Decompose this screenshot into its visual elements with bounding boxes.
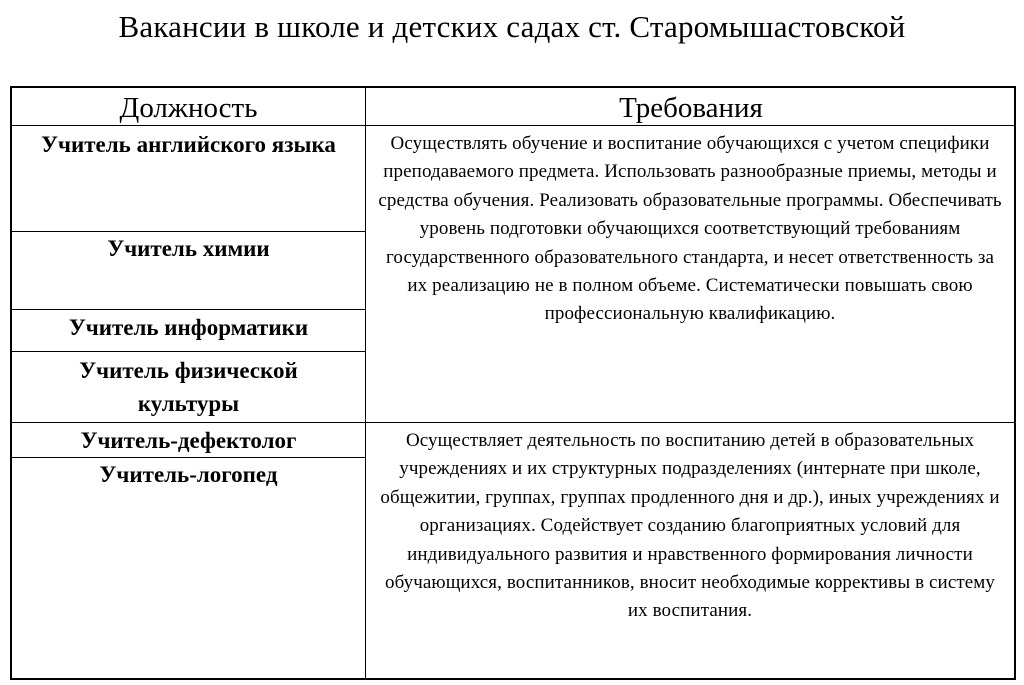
position-informatics-teacher: Учитель информатики [68, 315, 309, 340]
header-position: Должность [119, 92, 258, 124]
page-title: Вакансии в школе и детских садах ст. Старомышастовской [118, 9, 906, 44]
row-divider [12, 351, 365, 352]
position-chemistry-teacher: Учитель химии [107, 236, 270, 261]
position-pe-teacher: Учитель физической культуры [79, 358, 298, 416]
position-english-teacher: Учитель английского языка [41, 132, 336, 157]
position-speech-therapist: Учитель-логопед [99, 462, 278, 487]
group-divider [12, 422, 1014, 423]
requirements-specialists: Осуществляет деятельность по воспитанию детей в образовательных учреждениях и их структурных подразделениях (интернате при школе, общежитии, группах, группах продленного дня и др.), иных учреждениях и организациях. Содействует созданию благоприятных условий для индивидуального развития и нравственного формирования личности обучающихся, воспитанников, вносит необходимые коррективы в систему их воспитания. [380, 430, 1000, 622]
column-divider [365, 88, 366, 678]
vacancies-table [10, 86, 1016, 680]
position-defectologist: Учитель-дефектолог [80, 428, 297, 453]
row-divider [12, 309, 365, 310]
header-divider [12, 125, 1014, 126]
requirements-teachers: Осуществлять обучение и воспитание обучающихся с учетом специфики преподаваемого предмета. Использовать разнообразные приемы, методы и средства обучения. Реализовать образовательные программы. Обеспечивать уровень подготовки обучающихся соответствующий требованиям государственного образовательного стандарта, и несет ответственность за их реализацию не в полном объеме. Систематически повышать свою профессиональную квалификацию. [378, 133, 1002, 325]
header-requirements: Требования [619, 92, 763, 124]
